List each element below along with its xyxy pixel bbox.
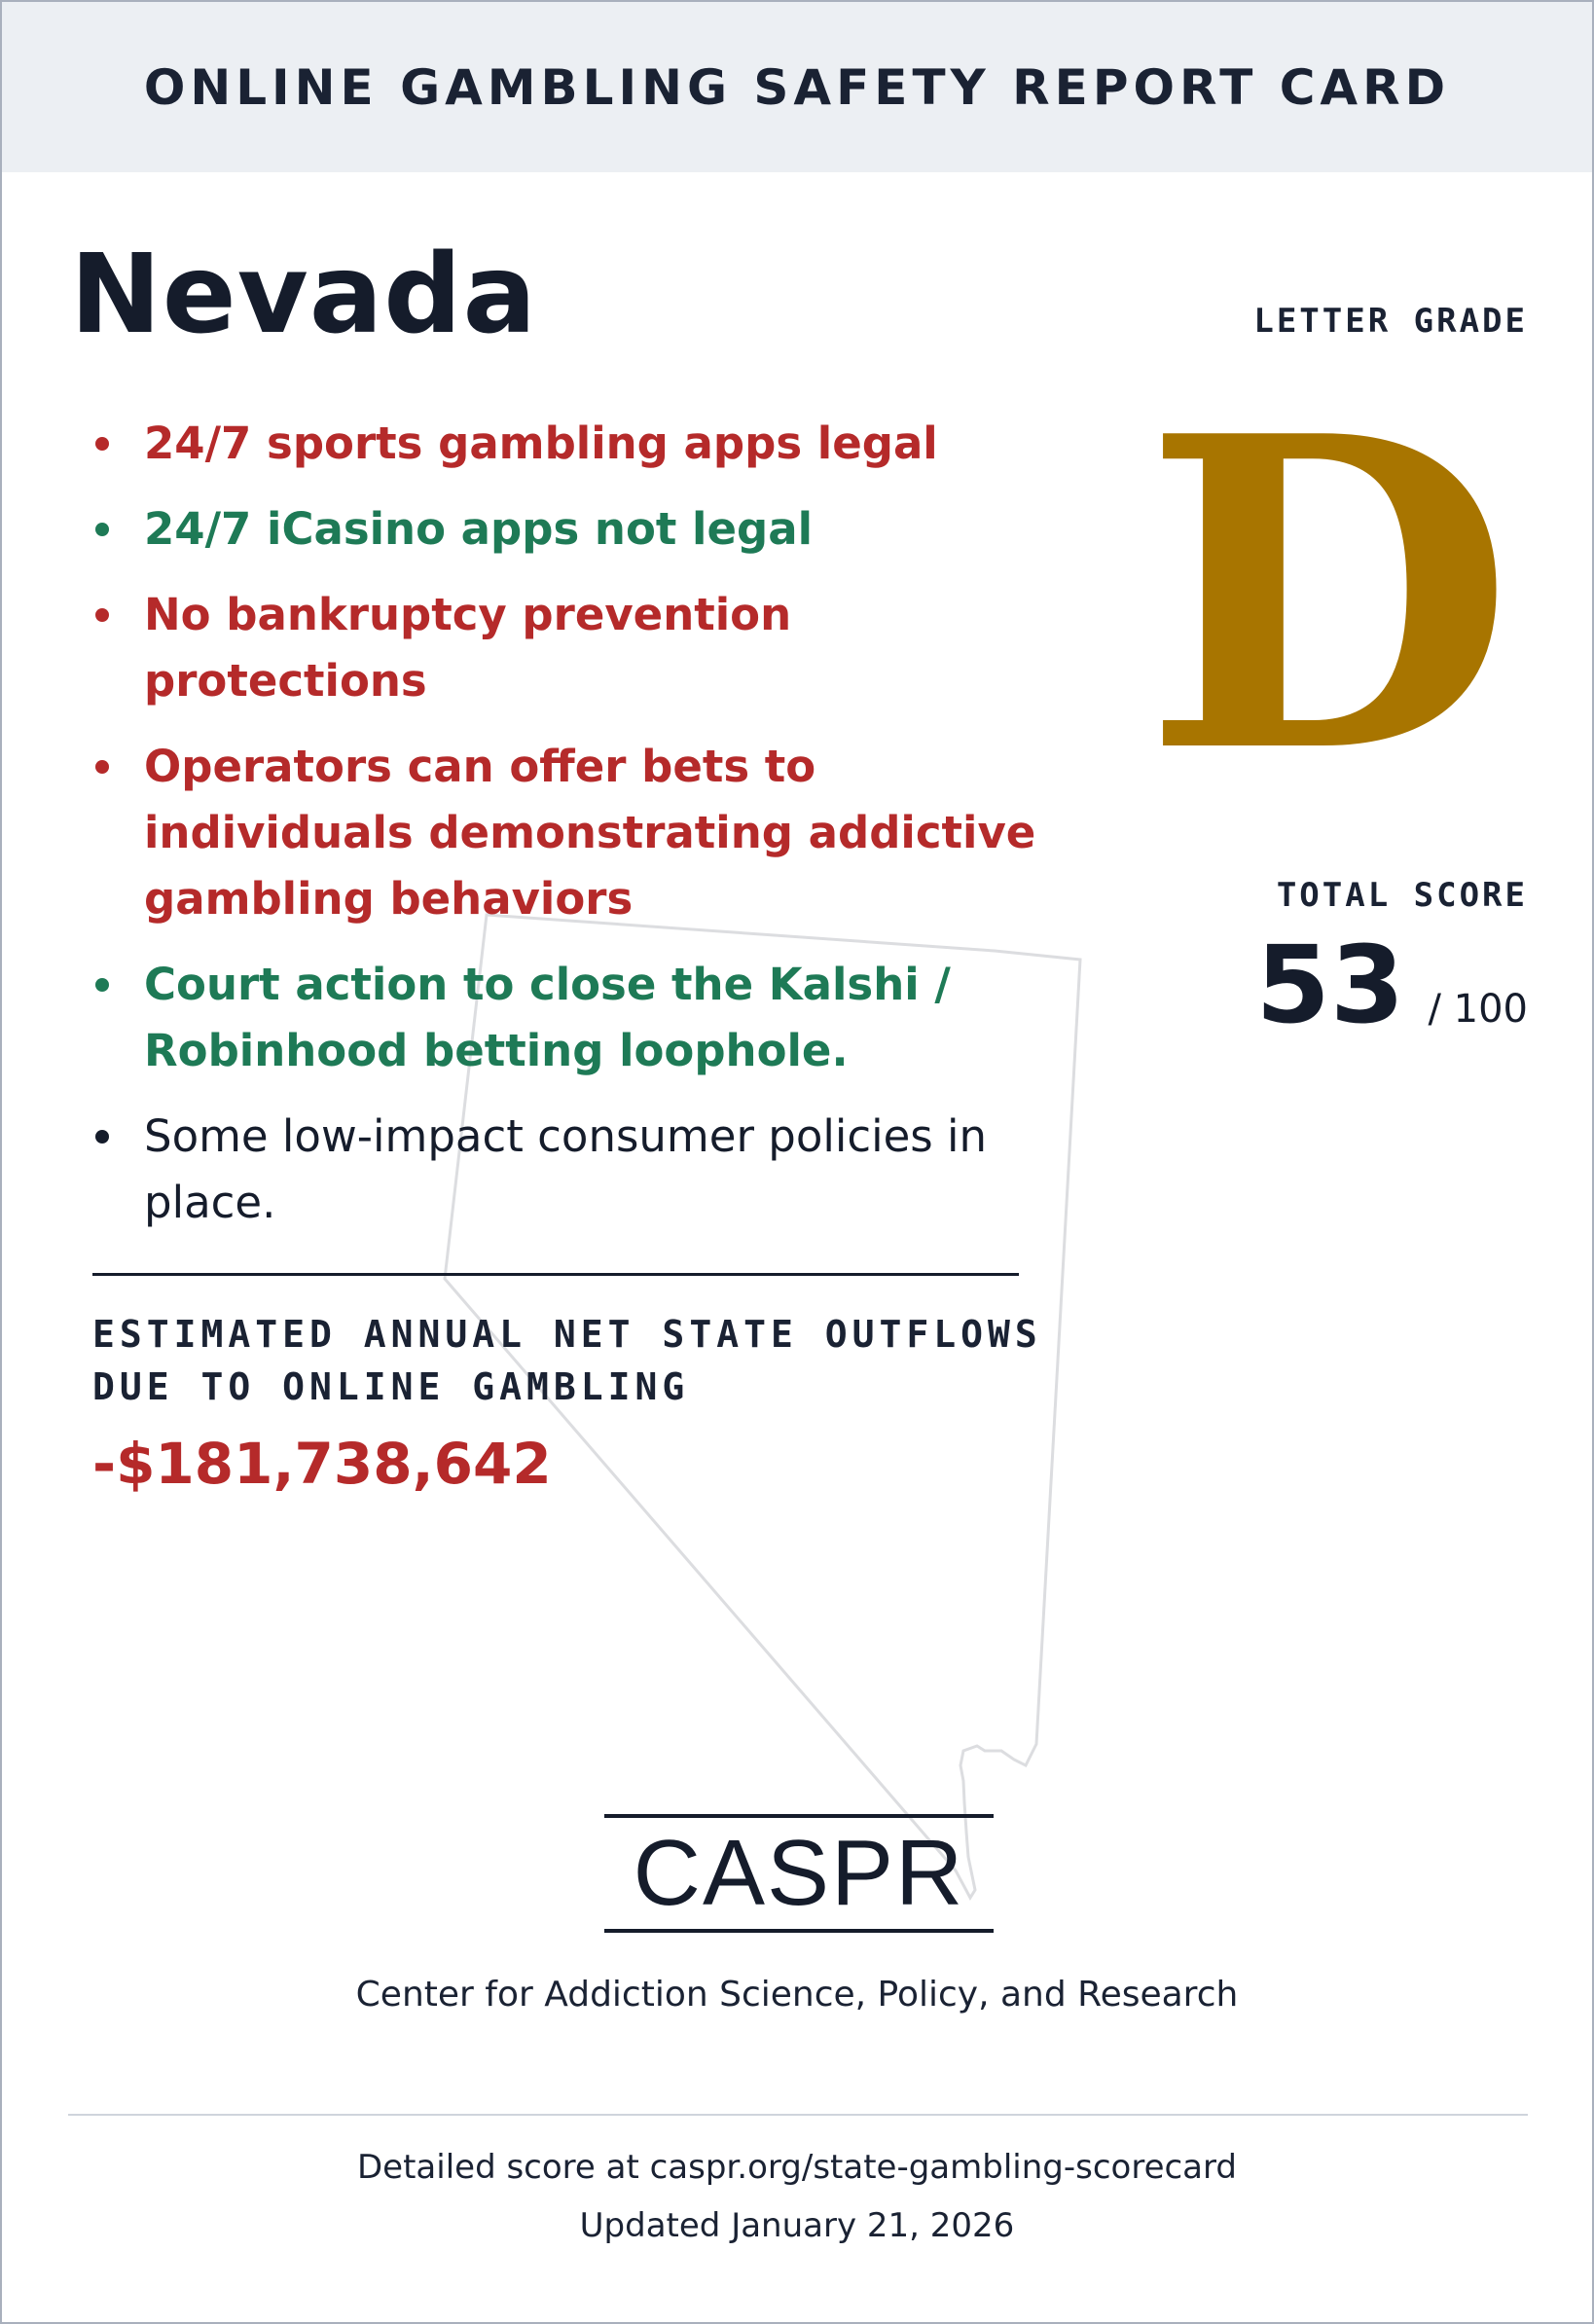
bullet-dot-icon (95, 608, 109, 622)
total-score-label: TOTAL SCORE (1276, 876, 1528, 915)
state-name: Nevada (70, 232, 538, 358)
header-bar (2, 2, 1592, 172)
updated-date: Updated January 21, 2026 (579, 2206, 1015, 2245)
bullet-dot-icon (95, 978, 109, 992)
bullet-dot-icon (95, 437, 109, 451)
detailed-score-link: Detailed score at caspr.org/state-gambling-scorecard (357, 2148, 1237, 2187)
policy-item (70, 496, 1043, 563)
policy-item (70, 1104, 1043, 1236)
policy-text: 24/7 sports gambling apps legal (144, 418, 938, 469)
logo-text: CASPR (633, 1821, 965, 1925)
bullet-dot-icon (95, 523, 109, 536)
section-divider (92, 1273, 1019, 1276)
total-score (1255, 923, 1528, 1047)
caspr-logo (604, 1814, 994, 1933)
outflow-value: -$181,738,642 (92, 1431, 552, 1497)
footer-divider (68, 2114, 1528, 2116)
policy-text: No bankruptcy prevention protections (144, 589, 792, 707)
bullet-dot-icon (95, 760, 109, 774)
policy-text: Court action to close the Kalshi / Robinhood betting loophole. (144, 959, 951, 1076)
policy-list (70, 411, 1043, 1255)
letter-grade-label: LETTER GRADE (1253, 302, 1528, 341)
policy-item (70, 952, 1043, 1084)
report-title: ONLINE GAMBLING SAFETY REPORT CARD (143, 58, 1451, 116)
policy-item (70, 734, 1043, 932)
policy-item (70, 582, 845, 714)
organization-name: Center for Addiction Science, Policy, and Research (355, 1975, 1239, 2015)
bullet-dot-icon (95, 1130, 109, 1144)
score-value: 53 (1255, 923, 1405, 1047)
policy-item (70, 411, 1043, 477)
outflow-label: ESTIMATED ANNUAL NET STATE OUTFLOWS DUE TO ONLINE GAMBLING (92, 1313, 1042, 1408)
policy-text: 24/7 iCasino apps not legal (144, 503, 813, 555)
letter-grade: D (1142, 344, 1514, 847)
score-max: / 100 (1428, 987, 1528, 1032)
policy-text: Some low-impact consumer policies in place. (144, 1110, 988, 1228)
policy-text: Operators can offer bets to individuals demonstrating addictive gambling behaviors (144, 741, 1036, 925)
